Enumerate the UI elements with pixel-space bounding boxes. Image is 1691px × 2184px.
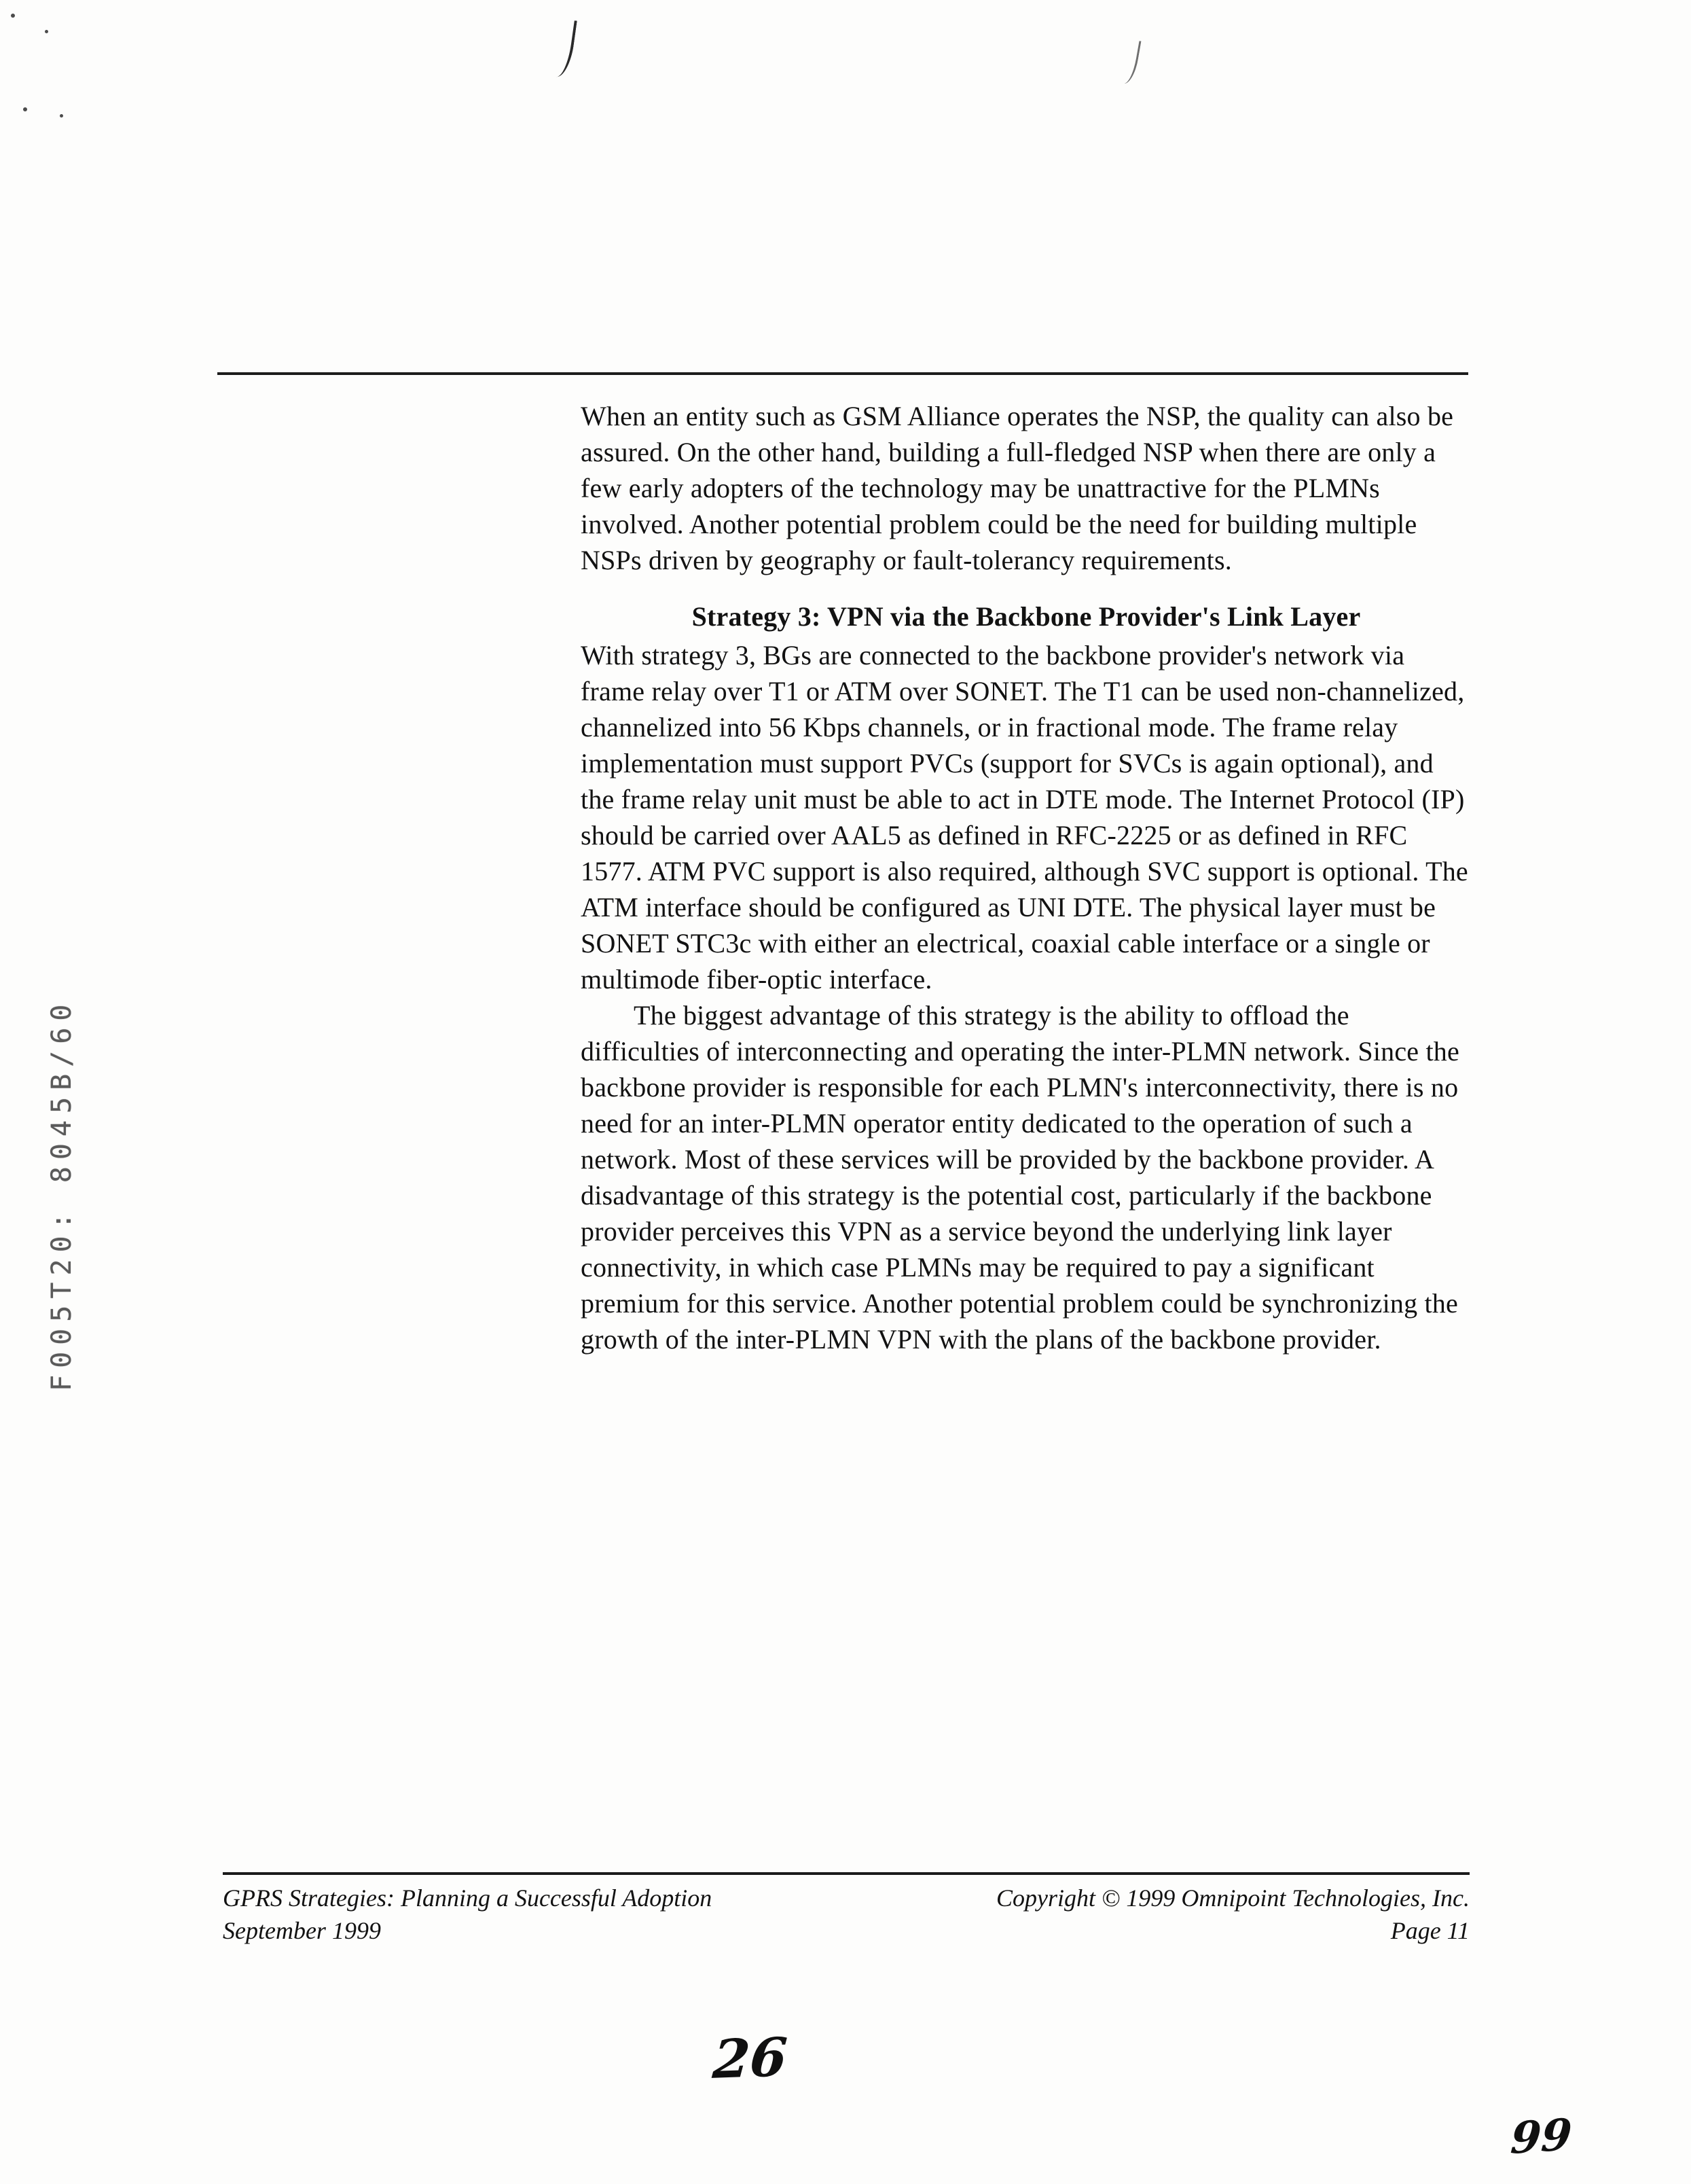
footer-page-number: Page 11 (1390, 1917, 1470, 1944)
section-heading-strategy-3: Strategy 3: VPN via the Backbone Provider's Link Layer (691, 601, 1361, 632)
scan-artifact-dot (11, 14, 15, 18)
page-footer (223, 1872, 1470, 1947)
paragraph-strategy-3-advantages: The biggest advantage of this strategy is the ability to offload the difficulties of interconnecting and operating the inter-PLMN network. Since the backbone provider is responsible for each PLMN's interconnectivity, there is no need for an inter-PLMN operator entity dedicated to the operation of such a network. Most of these services will be provided by the backbone provider. A disadvantage of this strategy is the potential cost, particularly if the backbone provider perceives this VPN as a service beyond the underlying link layer connectivity, in which case PLMNs may be required to pay a significant premium for this service. Another potential problem could be synchronizing the growth of the inter-PLMN VPN with the plans of the backbone provider. (581, 1000, 1459, 1355)
scan-artifact-dot (45, 30, 48, 33)
paragraph-strategy-3-details: With strategy 3, BGs are connected to the backbone provider's network via frame relay over T1 or ATM over SONET. The T1 can be used non-channelized, channelized into 56 Kbps channels, or in fractional mode. The frame relay implementation must support PVCs (support for SVCs is again optional), and the frame relay unit must be able to act in DTE mode. The Internet Protocol (IP) should be carried over AAL5 as defined in RFC-2225 or as defined in RFC 1577. ATM PVC support is also required, although SVC support is optional. The ATM interface should be configured as UNI DTE. The physical layer must be SONET STC3c with either an electrical, coaxial cable interface or a single or multimode fiber-optic interface. (581, 640, 1468, 995)
vertical-document-stamp: F005T20: 8045B/60 (46, 997, 77, 1391)
handwritten-page-number-center: 26 (710, 2026, 789, 2091)
paragraph-nsp-quality: When an entity such as GSM Alliance operates the NSP, the quality can also be assured. On the other hand, building a full-fledged NSP when there are only a few early adopters of the technology may be unattractive for the PLMNs involved. Another potential problem could be the need for building multiple NSPs driven by geography or fault-tolerancy requirements. (581, 401, 1454, 575)
body-text-column (581, 398, 1472, 1357)
footer-left-block (223, 1882, 712, 1947)
footer-document-title: GPRS Strategies: Planning a Successful Adoption (223, 1884, 712, 1912)
footer-copyright: Copyright © 1999 Omnipoint Technologies, Inc. (996, 1884, 1470, 1912)
top-horizontal-rule (217, 372, 1468, 375)
scan-artifact-dot (60, 114, 63, 118)
footer-right-block (996, 1882, 1470, 1947)
scan-artifact-stroke (547, 18, 577, 79)
handwritten-number-corner: 99 (1509, 2109, 1574, 2165)
footer-date: September 1999 (223, 1917, 381, 1944)
scan-artifact-stroke (1116, 38, 1141, 85)
scan-artifact-dot (23, 107, 27, 111)
